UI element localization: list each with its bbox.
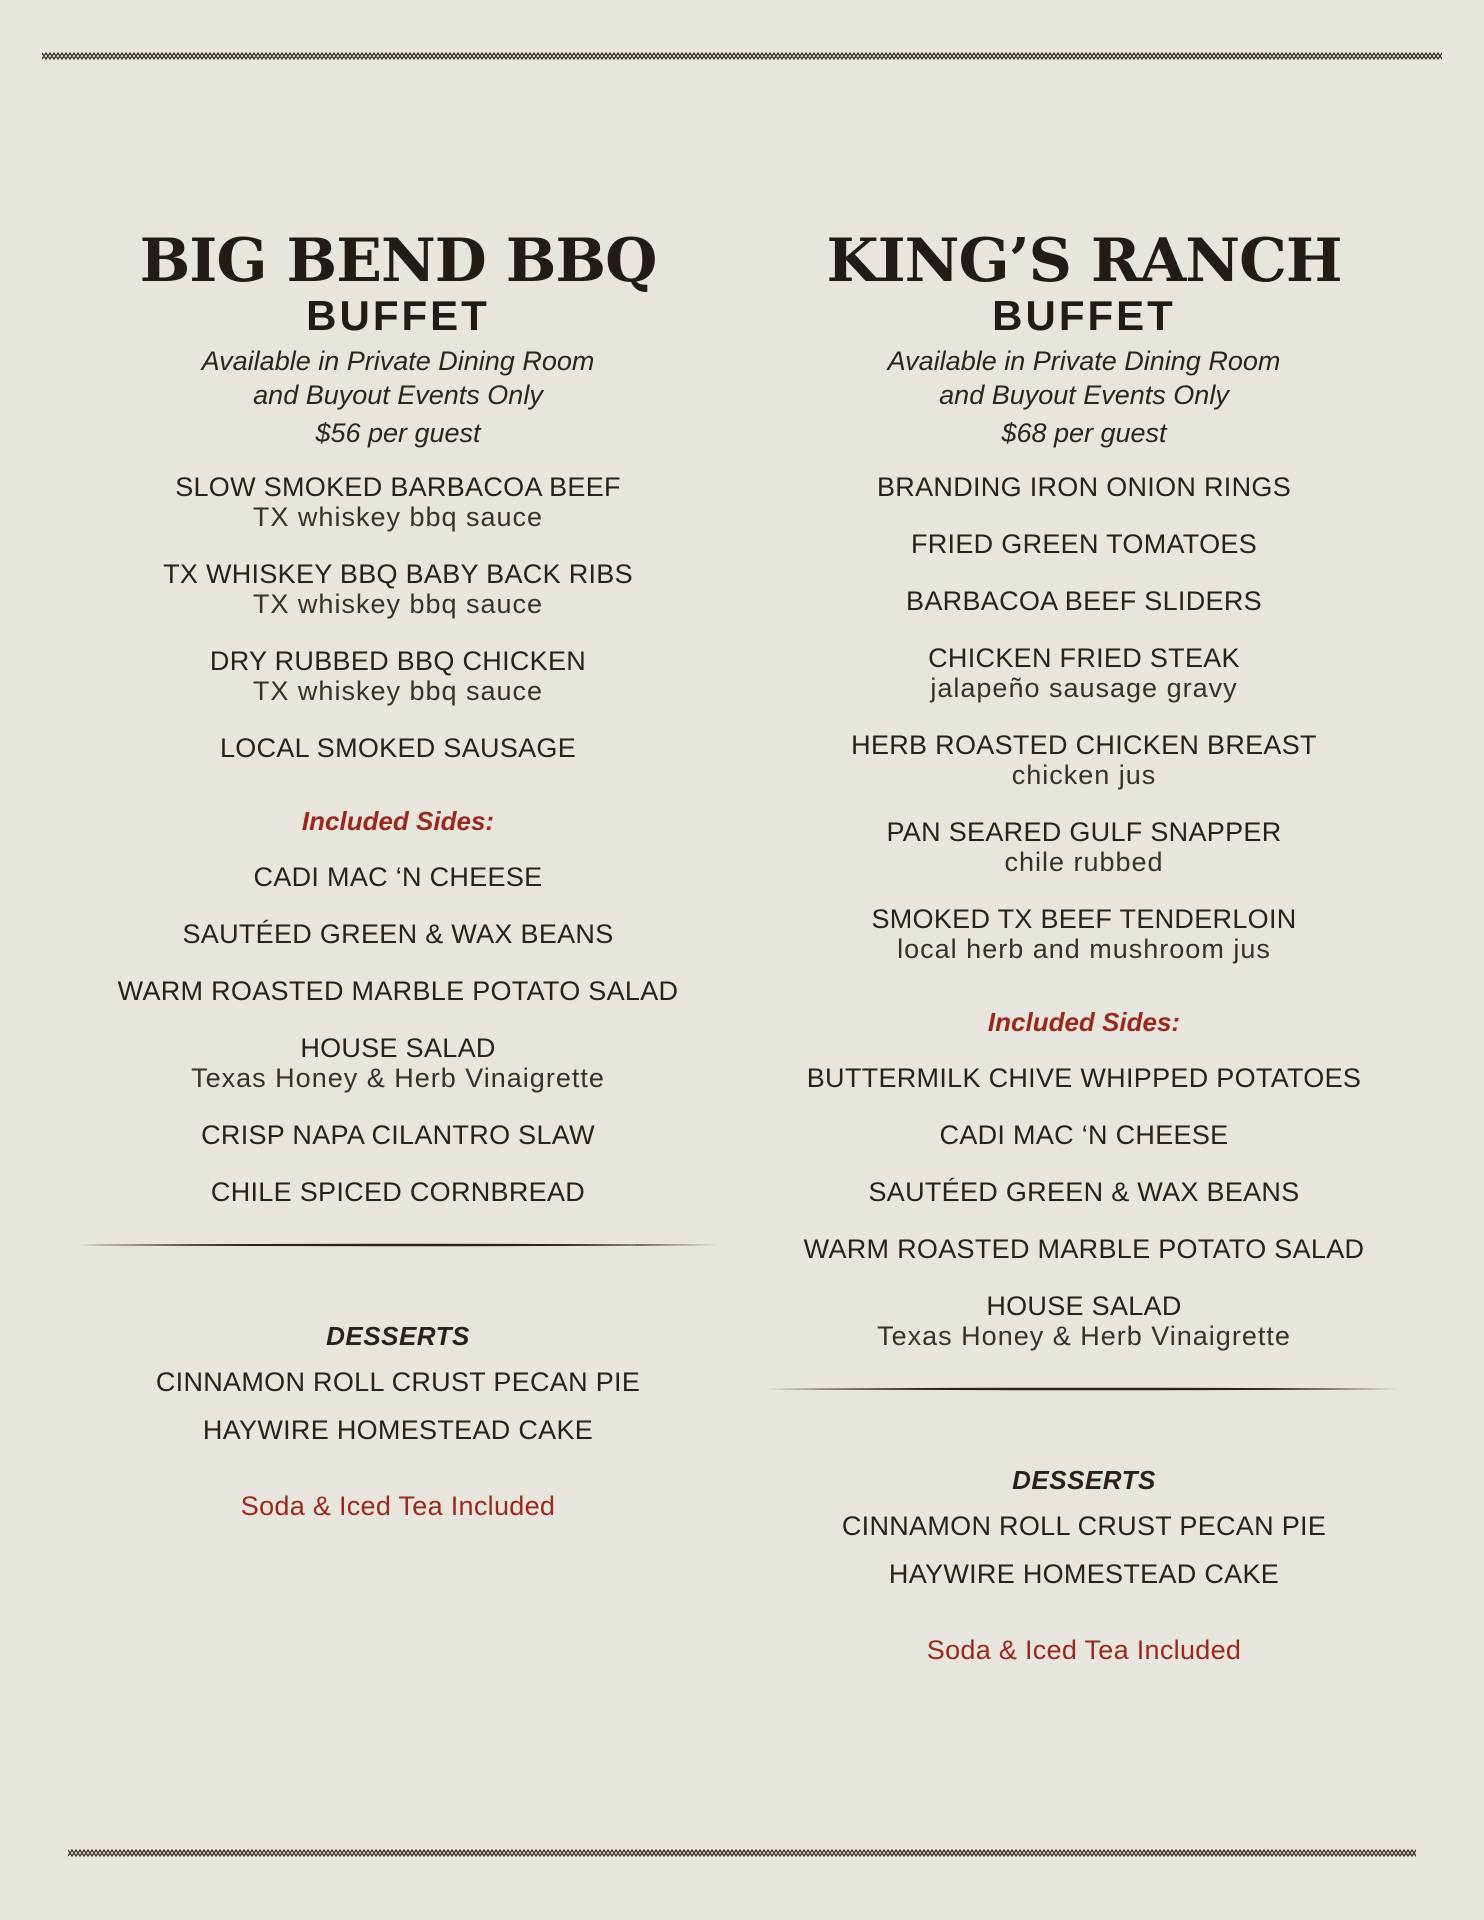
side-item (744, 1063, 1424, 1093)
entree-list (744, 472, 1424, 964)
decorative-border-top (42, 50, 1442, 62)
section-divider (764, 1387, 1404, 1391)
item-name: SLOW SMOKED BARBACOA BEEF (175, 472, 621, 502)
dessert-item: HAYWIRE HOMESTEAD CAKE (202, 1415, 594, 1445)
item-description: jalapeño sausage gravy (930, 673, 1238, 703)
item-name: PAN SEARED GULF SNAPPER (886, 817, 1282, 847)
menu-kings-ranch (744, 228, 1424, 1665)
dessert-item: HAYWIRE HOMESTEAD CAKE (888, 1559, 1280, 1589)
menu-big-bend-bbq (58, 228, 738, 1521)
side-item (58, 862, 738, 892)
side-item (744, 1234, 1424, 1264)
availability-line: and Buyout Events Only (939, 380, 1229, 410)
item-name: CHILE SPICED CORNBREAD (210, 1177, 586, 1207)
menu-title: BIG BEND BBQ (139, 226, 657, 296)
item-name: TX WHISKEY BBQ BABY BACK RIBS (163, 559, 633, 589)
menu-item (744, 529, 1424, 559)
item-name: SAUTÉED GREEN & WAX BEANS (868, 1177, 1300, 1207)
menu-item (744, 730, 1424, 790)
zigzag-border-top (42, 50, 1442, 62)
menu-item (744, 586, 1424, 616)
item-name: SMOKED TX BEEF TENDERLOIN (871, 904, 1297, 934)
zigzag-border-bottom (68, 1847, 1416, 1859)
item-description: Texas Honey & Herb Vinaigrette (877, 1321, 1291, 1351)
item-name: CADI MAC ‘N CHEESE (939, 1120, 1229, 1150)
sides-list (744, 1063, 1424, 1351)
included-sides-heading: Included Sides: (301, 806, 495, 836)
desserts-heading: DESSERTS (1012, 1465, 1156, 1495)
side-item (58, 1120, 738, 1150)
item-name: FRIED GREEN TOMATOES (910, 529, 1258, 559)
side-item (744, 1177, 1424, 1207)
item-name: BARBACOA BEEF SLIDERS (906, 586, 1262, 616)
item-name: CHICKEN FRIED STEAK (928, 643, 1240, 673)
item-name: LOCAL SMOKED SAUSAGE (219, 733, 577, 763)
menu-item (744, 817, 1424, 877)
item-name: DRY RUBBED BBQ CHICKEN (209, 646, 587, 676)
menu-item (58, 733, 738, 763)
menu-title: KING’S RANCH (826, 226, 1342, 296)
menu-item (744, 472, 1424, 502)
item-name: WARM ROASTED MARBLE POTATO SALAD (803, 1234, 1365, 1264)
availability-note (58, 344, 738, 412)
side-item (58, 919, 738, 949)
availability-line: Available in Private Dining Room (887, 346, 1281, 376)
section-divider (78, 1243, 718, 1247)
side-item (58, 1033, 738, 1093)
item-description: chicken jus (1011, 760, 1157, 790)
price-per-guest: $56 per guest (315, 418, 481, 448)
item-name: BUTTERMILK CHIVE WHIPPED POTATOES (806, 1063, 1362, 1093)
item-description: TX whiskey bbq sauce (252, 676, 544, 706)
item-name: SAUTÉED GREEN & WAX BEANS (182, 919, 614, 949)
side-item (744, 1120, 1424, 1150)
dessert-item: CINNAMON ROLL CRUST PECAN PIE (155, 1367, 641, 1397)
item-description: local herb and mushroom jus (897, 934, 1271, 964)
menu-item (744, 904, 1424, 964)
item-name: HOUSE SALAD (986, 1291, 1182, 1321)
menu-item (744, 643, 1424, 703)
side-item (744, 1291, 1424, 1351)
entree-list (58, 472, 738, 763)
side-item (58, 976, 738, 1006)
price-per-guest: $68 per guest (1001, 418, 1167, 448)
item-description: TX whiskey bbq sauce (252, 589, 544, 619)
menu-item (58, 472, 738, 532)
item-description: TX whiskey bbq sauce (252, 502, 544, 532)
dessert-item: CINNAMON ROLL CRUST PECAN PIE (841, 1511, 1327, 1541)
item-description: chile rubbed (1004, 847, 1164, 877)
drinks-included-note: Soda & Iced Tea Included (926, 1635, 1242, 1665)
included-sides-heading: Included Sides: (987, 1007, 1181, 1037)
item-name: BRANDING IRON ONION RINGS (876, 472, 1292, 502)
drinks-included-note: Soda & Iced Tea Included (240, 1491, 556, 1521)
item-name: HOUSE SALAD (300, 1033, 496, 1063)
availability-note (744, 344, 1424, 412)
item-name: HERB ROASTED CHICKEN BREAST (851, 730, 1317, 760)
desserts-heading: DESSERTS (326, 1321, 470, 1351)
availability-line: Available in Private Dining Room (201, 346, 595, 376)
decorative-border-bottom (68, 1847, 1416, 1859)
menu-item (58, 559, 738, 619)
menu-item (58, 646, 738, 706)
item-name: CRISP NAPA CILANTRO SLAW (201, 1120, 595, 1150)
item-name: CADI MAC ‘N CHEESE (253, 862, 543, 892)
side-item (58, 1177, 738, 1207)
sides-list (58, 862, 738, 1207)
availability-line: and Buyout Events Only (253, 380, 543, 410)
menu-subtitle: BUFFET (992, 292, 1176, 339)
item-name: WARM ROASTED MARBLE POTATO SALAD (117, 976, 679, 1006)
item-description: Texas Honey & Herb Vinaigrette (191, 1063, 605, 1093)
menu-subtitle: BUFFET (306, 292, 490, 339)
